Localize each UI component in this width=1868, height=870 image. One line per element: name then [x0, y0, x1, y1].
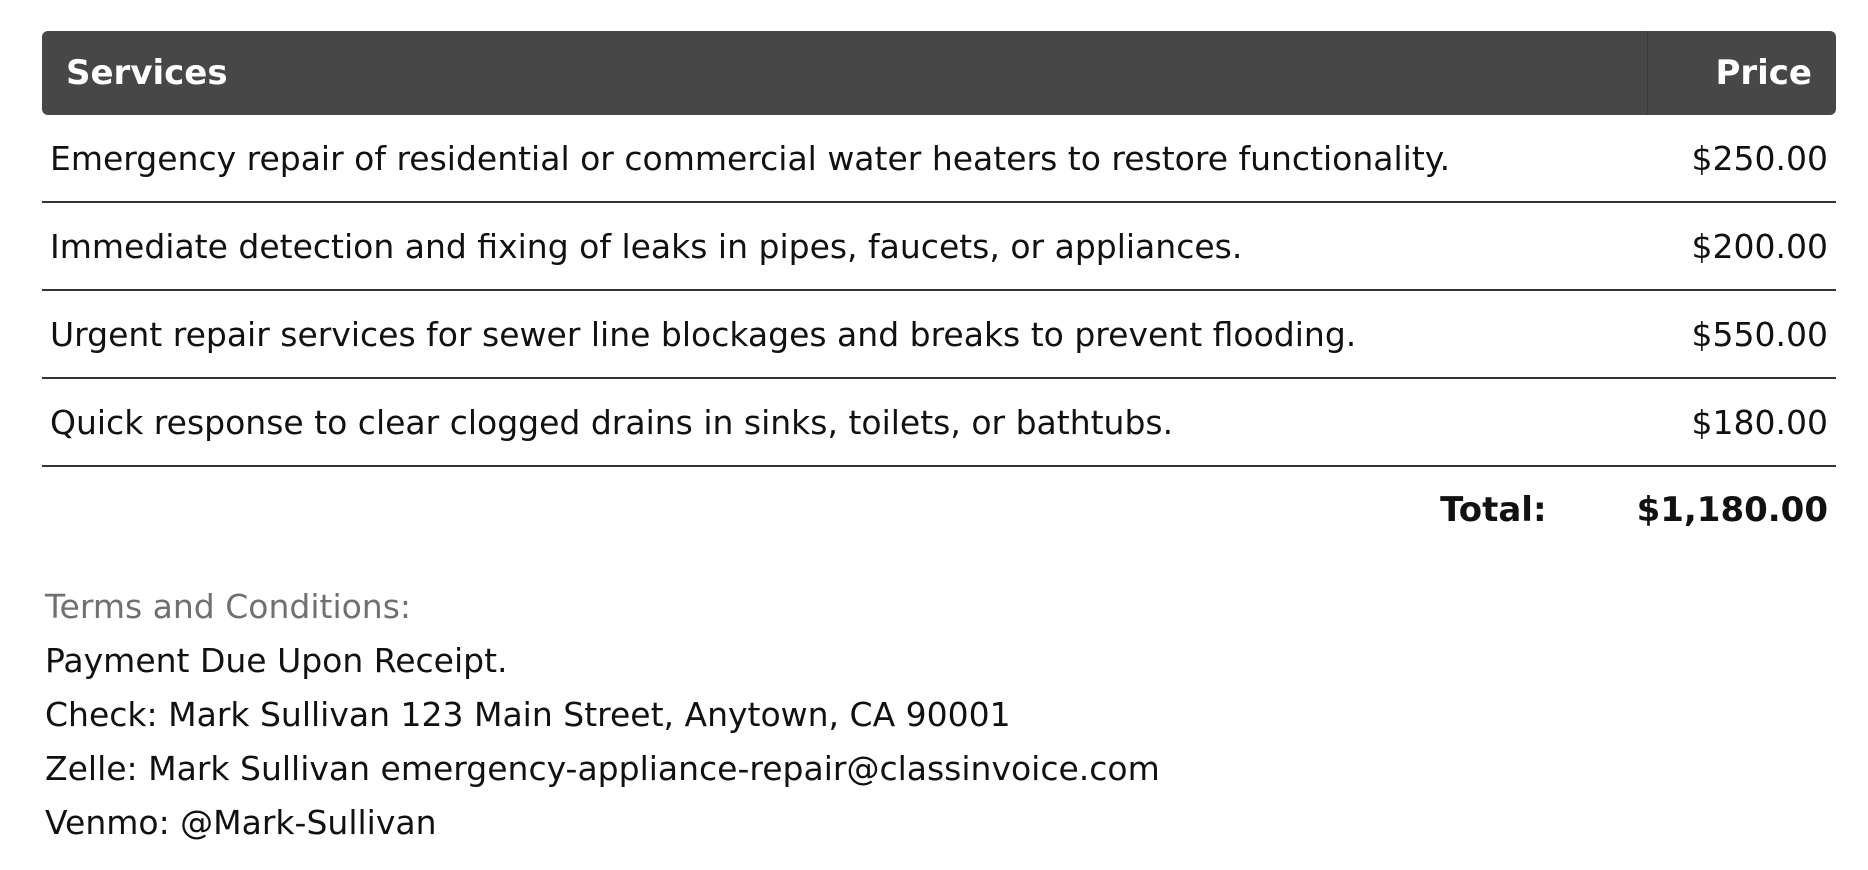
price-column-header: Price — [1648, 31, 1837, 115]
header-row — [42, 31, 1836, 115]
terms-and-conditions — [45, 580, 1160, 850]
service-description: Emergency repair of residential or commercial water heaters to restore functionality. — [42, 115, 1648, 202]
invoice-services-section — [42, 31, 1836, 553]
venmo-payment-line: Venmo: @Mark-Sullivan — [45, 803, 437, 842]
total-label: Total: — [1440, 490, 1547, 530]
check-payment-line: Check: Mark Sullivan 123 Main Street, Anytown, CA 90001 — [45, 695, 1011, 734]
services-table-body — [42, 115, 1836, 466]
table-row — [42, 115, 1836, 202]
service-description: Urgent repair services for sewer line blockages and breaks to prevent flooding. — [42, 290, 1648, 378]
terms-heading: Terms and Conditions: — [45, 587, 412, 626]
table-row — [42, 378, 1836, 466]
total-row — [42, 467, 1836, 553]
zelle-payment-line: Zelle: Mark Sullivan emergency-appliance-repair@classinvoice.com — [45, 749, 1160, 788]
table-row — [42, 202, 1836, 290]
service-description: Quick response to clear clogged drains in sinks, toilets, or bathtubs. — [42, 378, 1648, 466]
service-price: $200.00 — [1648, 202, 1837, 290]
service-price: $550.00 — [1648, 290, 1837, 378]
total-amount: $1,180.00 — [1636, 490, 1828, 530]
table-row — [42, 290, 1836, 378]
payment-due-line: Payment Due Upon Receipt. — [45, 641, 508, 680]
services-table-header — [42, 31, 1836, 115]
service-price: $180.00 — [1648, 378, 1837, 466]
services-table — [42, 31, 1836, 467]
services-column-header: Services — [42, 31, 1648, 115]
service-price: $250.00 — [1648, 115, 1837, 202]
service-description: Immediate detection and fixing of leaks in pipes, faucets, or appliances. — [42, 202, 1648, 290]
